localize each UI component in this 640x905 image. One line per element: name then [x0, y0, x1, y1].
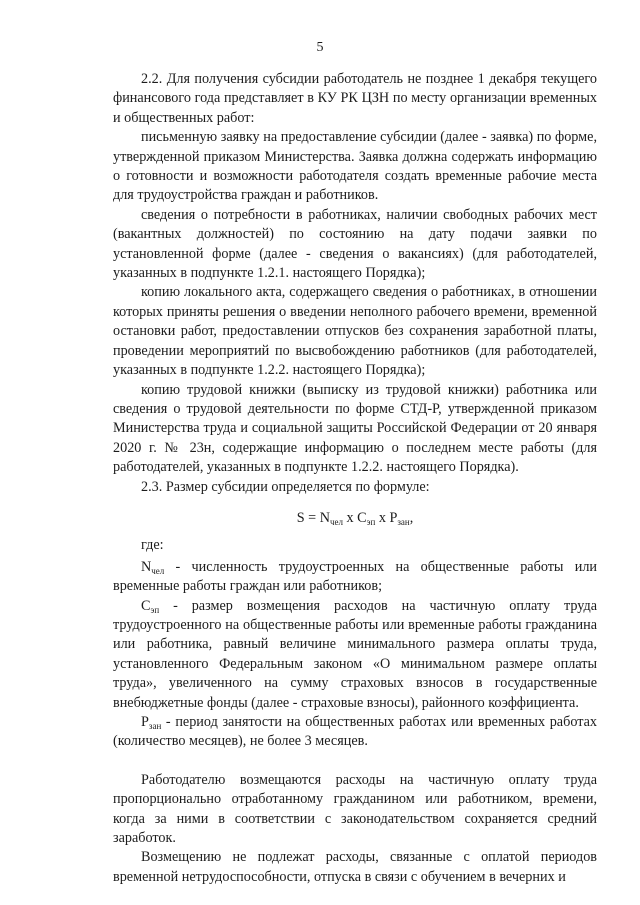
def-n-symbol: N	[141, 558, 152, 575]
paragraph-exclusions: Возмещению не подлежат расходы, связанные с оплатой периодов временной нетрудоспособности, отпуска в связи с обучением в вечерних и	[113, 849, 597, 885]
def-n-text: - численность трудоустроенных на общественные работы или временные работы граждан или работников;	[113, 558, 597, 595]
formula-eq: =	[304, 509, 320, 526]
paragraph-2-2: 2.2. Для получения субсидии работодатель не позднее 1 декабря текущего финансового года представляет в КУ РК ЦЗН по месту организации временных и общественных работ:	[113, 71, 597, 126]
def-p-text: - период занятости на общественных работах или временных работах (количество месяцев), не более 3 месяцев.	[113, 714, 597, 750]
formula-x2: x	[375, 509, 390, 526]
formula-c: C	[357, 509, 367, 526]
formula-x1: x	[342, 509, 358, 526]
def-c-symbol: C	[141, 597, 151, 614]
paragraph-reimbursement: Работодателю возмещаются расходы на частичную оплату труда пропорционально отработанному гражданином или работником, времени, когда за ними в соответствии с законодательством сохраняется средний заработок.	[113, 771, 597, 847]
subsidy-formula	[113, 509, 597, 528]
document-body	[113, 70, 597, 887]
blank-spacer	[113, 752, 597, 771]
formula-p: P	[389, 509, 398, 526]
formula-p-sub: зан	[397, 516, 410, 527]
def-p-symbol: P	[141, 714, 149, 730]
def-p-sub: зан	[148, 721, 162, 731]
page-number: 5	[316, 40, 324, 55]
definition-n	[113, 558, 597, 597]
formula-n-sub: чел	[329, 516, 343, 527]
definition-p	[113, 713, 597, 752]
paragraph-vacancies: сведения о потребности в работниках, наличии свободных рабочих мест (вакантных должностей) по состоянию на дату подачи заявки по установленной форме (далее - сведения о вакансиях) (для работодателей, указанных в подпункте 1.2.1. настоящего Порядка);	[113, 206, 597, 282]
where-label: где:	[141, 537, 164, 554]
formula-n: N	[319, 509, 330, 526]
paragraph-2-3: 2.3. Размер субсидии определяется по формуле:	[141, 478, 430, 495]
formula-end: ,	[409, 509, 414, 526]
definition-c	[113, 597, 597, 713]
formula-lhs: S	[296, 509, 305, 526]
def-c-text: - размер возмещения расходов на частичную оплату труда трудоустроенного на общественные работы или временные работы гражданина или работника, равный величине минимального размера оплаты труда, установленного Федеральным законом «О минимальном размере оплаты труда», увеличенного на сумму страховых взносов в государственные внебюджетные фонды (далее - страховые взносы), районного коэффициента.	[113, 597, 597, 711]
def-c-sub: эп	[150, 604, 160, 615]
paragraph-application: письменную заявку на предоставление субсидии (далее - заявка) по форме, утвержденной приказом Министерства. Заявка должна содержать информацию о готовности и возможности работодателя создать временные рабочие места для трудоустройства граждан и работников.	[113, 129, 597, 204]
formula-c-sub: эп	[366, 516, 376, 527]
paragraph-work-record: копию трудовой книжки (выписку из трудовой книжки) работника или сведения о трудовой деятельности по форме СТД-Р, утвержденной приказом Министерства труда и социальной защиты Российской Федерации от 20 января 2020 г. № 23н, содержащие информацию о последнем месте работы (для работодателей, указанных в подпункте 1.2.2. настоящего Порядка).	[113, 381, 597, 476]
paragraph-local-act: копию локального акта, содержащего сведения о работниках, в отношении которых приняты решения о введении неполного рабочего времени, временной остановки работ, предоставлении отпусков без сохранения заработной платы, проведении мероприятий по высвобождению работников (для работодателей, указанных в подпункте 1.2.2. настоящего Порядка);	[113, 284, 597, 379]
def-n-sub: чел	[151, 565, 165, 576]
